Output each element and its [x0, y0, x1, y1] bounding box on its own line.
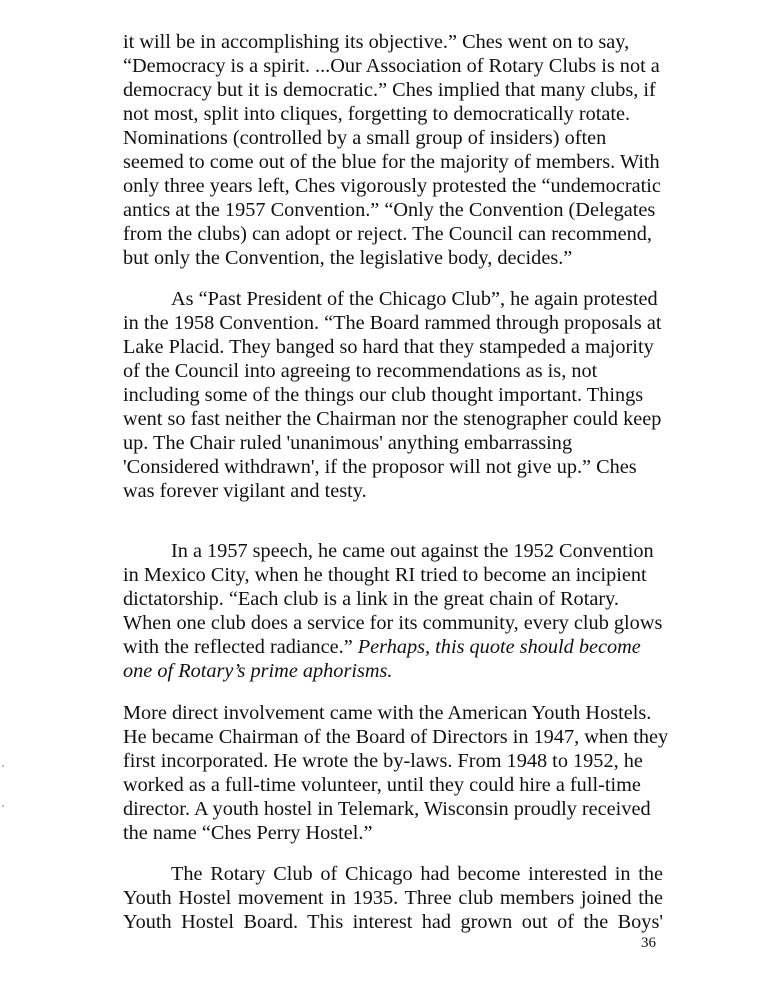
text-line: democracy but it is democratic.” Ches implied that many clubs, if — [123, 79, 656, 101]
text-line: As “Past President of the Chicago Club”, he again protested — [171, 288, 658, 310]
text-line: More direct involvement came with the American Youth Hostels. — [123, 702, 652, 724]
text-line: antics at the 1957 Convention.” “Only the Convention (Delegates — [123, 199, 656, 221]
text-line: “Democracy is a spirit. ...Our Association of Rotary Clubs is not a — [123, 55, 660, 77]
scan-artifact — [2, 765, 4, 767]
text-line: director. A youth hostel in Telemark, Wisconsin proudly received — [123, 798, 651, 820]
text-line: but only the Convention, the legislative body, decides.” — [123, 247, 573, 269]
text-line: of the Council into agreeing to recommendations as is, not — [123, 360, 598, 382]
text-line: in Mexico City, when he thought RI tried to become an incipient — [123, 564, 647, 586]
text-line: was forever vigilant and testy. — [123, 480, 367, 502]
text-line: Lake Placid. They banged so hard that they stampeded a majority — [123, 336, 654, 358]
text-line: The Rotary Club of Chicago had become interested in the — [171, 863, 663, 885]
text-line: up. The Chair ruled 'unanimous' anything embarrassing — [123, 432, 573, 454]
text-line: went so fast neither the Chairman nor the stenographer could keep — [123, 408, 662, 430]
text-line: seemed to come out of the blue for the majority of members. With — [123, 151, 660, 173]
text-line: including some of the things our club thought important. Things — [123, 384, 644, 406]
text-line: only three years left, Ches vigorously protested the “undemocratic — [123, 175, 661, 197]
scan-artifact — [2, 805, 4, 807]
text-line: 'Considered withdrawn', if the proposor will not give up.” Ches — [123, 456, 637, 478]
text-line-mixed — [123, 635, 663, 659]
text-line: He became Chairman of the Board of Directors in 1947, when they — [123, 726, 669, 748]
text-line: worked as a full-time volunteer, until they could hire a full-time — [123, 774, 641, 796]
text-line: When one club does a service for its community, every club glows — [123, 612, 663, 634]
quote-text: with the reflected radiance.” — [123, 636, 358, 658]
author-comment-italic: one of Rotary’s prime aphorisms. — [123, 660, 393, 682]
text-line: from the clubs) can adopt or reject. The Council can recommend, — [123, 223, 652, 245]
text-line: Youth Hostel Board. This interest had grown out of the Boys' — [123, 911, 663, 933]
text-line: In a 1957 speech, he came out against the 1952 Convention — [171, 540, 654, 562]
text-line: Youth Hostel movement in 1935. Three club members joined the — [123, 887, 663, 909]
text-line: dictatorship. “Each club is a link in the great chain of Rotary. — [123, 588, 619, 610]
text-line: the name “Ches Perry Hostel.” — [123, 822, 373, 844]
text-line: first incorporated. He wrote the by-laws. From 1948 to 1952, he — [123, 750, 643, 772]
text-line: in the 1958 Convention. “The Board rammed through proposals at — [123, 312, 662, 334]
author-comment-italic: Perhaps, this quote should become — [357, 636, 641, 658]
text-line: not most, split into cliques, forgetting to democratically rotate. — [123, 103, 631, 125]
text-line: Nominations (controlled by a small group of insiders) often — [123, 127, 607, 149]
text-line: it will be in accomplishing its objective.” Ches went on to say, — [123, 31, 630, 53]
page-number: 36 — [641, 935, 656, 951]
